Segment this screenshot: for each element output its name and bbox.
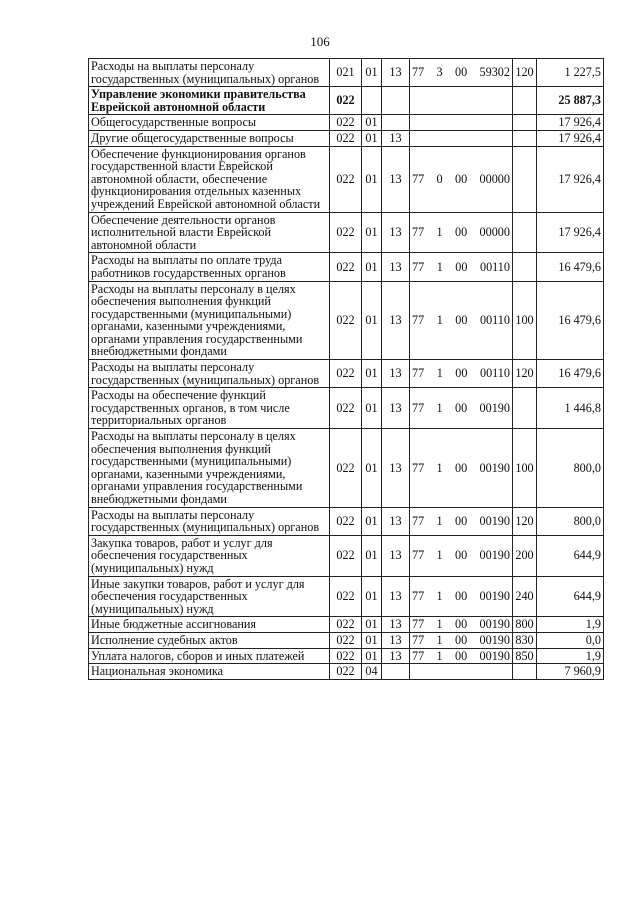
amount-cell: 17 926,4 <box>537 146 604 212</box>
target-code-parts <box>412 66 510 79</box>
target-code-part: 00110 <box>479 366 510 381</box>
section-code-cell: 01 <box>362 632 382 648</box>
target-code-parts <box>412 634 510 647</box>
section-code-cell: 01 <box>362 130 382 146</box>
ministry-code-cell: 022 <box>330 281 362 360</box>
target-code-parts <box>412 173 510 186</box>
row-name-cell: Расходы на выплаты по оплате труда работников государственных органов <box>89 253 330 281</box>
table-row <box>89 281 604 360</box>
table-row <box>89 87 604 115</box>
ministry-code-cell: 022 <box>330 617 362 633</box>
ministry-code-cell: 022 <box>330 87 362 115</box>
row-name-cell: Исполнение судебных актов <box>89 632 330 648</box>
subsection-code-cell <box>382 664 410 680</box>
subsection-code-cell: 13 <box>382 212 410 253</box>
amount-cell: 1 446,8 <box>537 388 604 429</box>
expense-type-cell: 120 <box>513 360 537 388</box>
ministry-code-cell: 022 <box>330 576 362 617</box>
target-code-part: 1 <box>436 548 443 563</box>
amount-cell: 17 926,4 <box>537 212 604 253</box>
row-name-cell: Расходы на выплаты персоналу государственных (муниципальных) органов <box>89 59 330 87</box>
target-code-part: 00000 <box>479 171 510 186</box>
target-code-cell <box>410 429 513 508</box>
target-code-parts <box>412 549 510 562</box>
table-row <box>89 632 604 648</box>
target-code-parts <box>412 590 510 603</box>
ministry-code-cell: 022 <box>330 115 362 131</box>
amount-cell: 644,9 <box>537 576 604 617</box>
expense-type-cell <box>513 664 537 680</box>
target-code-part: 00 <box>454 648 468 663</box>
target-code-cell <box>410 130 513 146</box>
subsection-code-cell: 13 <box>382 617 410 633</box>
target-code-cell <box>410 115 513 131</box>
subsection-code-cell: 13 <box>382 507 410 535</box>
subsection-code-cell: 13 <box>382 281 410 360</box>
target-code-part: 00190 <box>479 648 510 663</box>
row-name-cell: Управление экономики правительства Еврейской автономной области <box>89 87 330 115</box>
expense-type-cell: 800 <box>513 617 537 633</box>
target-code-part: 00 <box>454 65 468 80</box>
table-row <box>89 648 604 664</box>
section-code-cell: 04 <box>362 664 382 680</box>
amount-cell: 1,9 <box>537 648 604 664</box>
row-name-cell: Общегосударственные вопросы <box>89 115 330 131</box>
amount-cell: 800,0 <box>537 429 604 508</box>
budget-table <box>88 58 604 680</box>
target-code-part: 77 <box>412 171 425 186</box>
amount-cell: 0,0 <box>537 632 604 648</box>
section-code-cell: 01 <box>362 253 382 281</box>
target-code-part: 1 <box>436 312 443 327</box>
expense-type-cell <box>513 212 537 253</box>
target-code-part: 1 <box>436 632 443 647</box>
ministry-code-cell: 022 <box>330 130 362 146</box>
target-code-part: 00110 <box>479 312 510 327</box>
target-code-part: 1 <box>436 589 443 604</box>
ministry-code-cell: 021 <box>330 59 362 87</box>
table-row <box>89 130 604 146</box>
target-code-part: 1 <box>436 648 443 663</box>
subsection-code-cell: 13 <box>382 576 410 617</box>
target-code-cell <box>410 253 513 281</box>
section-code-cell: 01 <box>362 59 382 87</box>
subsection-code-cell: 13 <box>382 360 410 388</box>
target-code-parts <box>412 367 510 380</box>
target-code-cell <box>410 212 513 253</box>
target-code-cell <box>410 146 513 212</box>
target-code-part: 77 <box>412 460 425 475</box>
section-code-cell: 01 <box>362 535 382 576</box>
row-name-cell: Закупка товаров, работ и услуг для обеспечения государственных (муниципальных) нужд <box>89 535 330 576</box>
target-code-part: 00190 <box>479 513 510 528</box>
table-row <box>89 576 604 617</box>
target-code-part: 77 <box>412 617 425 632</box>
row-name-cell: Уплата налогов, сборов и иных платежей <box>89 648 330 664</box>
target-code-part: 00110 <box>479 259 510 274</box>
amount-cell: 16 479,6 <box>537 253 604 281</box>
target-code-part: 00 <box>455 366 468 381</box>
target-code-cell <box>410 281 513 360</box>
target-code-part: 00 <box>454 513 468 528</box>
row-name-cell: Расходы на выплаты персоналу государственных (муниципальных) органов <box>89 507 330 535</box>
target-code-part: 77 <box>412 632 425 647</box>
target-code-part: 77 <box>412 589 425 604</box>
target-code-part: 1 <box>436 513 443 528</box>
target-code-cell <box>410 59 513 87</box>
target-code-part: 1 <box>436 617 443 632</box>
target-code-part: 0 <box>436 171 443 186</box>
row-name-cell: Обеспечение функционирования органов государственной власти Еврейской автономной области, обеспечение функционирования отдельных казенных учреждений Еврейской автономной области <box>89 146 330 212</box>
subsection-code-cell: 13 <box>382 146 410 212</box>
target-code-part: 77 <box>412 65 425 80</box>
target-code-parts <box>412 515 510 528</box>
target-code-part: 00190 <box>479 589 510 604</box>
target-code-cell <box>410 648 513 664</box>
target-code-part: 1 <box>436 225 443 240</box>
subsection-code-cell: 13 <box>382 59 410 87</box>
subsection-code-cell <box>382 87 410 115</box>
table-row <box>89 664 604 680</box>
expense-type-cell: 100 <box>513 281 537 360</box>
target-code-cell <box>410 507 513 535</box>
expense-type-cell: 830 <box>513 632 537 648</box>
target-code-part: 00 <box>454 548 468 563</box>
table-row <box>89 212 604 253</box>
table-row <box>89 429 604 508</box>
subsection-code-cell: 13 <box>382 632 410 648</box>
amount-cell: 1,9 <box>537 617 604 633</box>
target-code-part: 77 <box>412 513 425 528</box>
ministry-code-cell: 022 <box>330 648 362 664</box>
target-code-cell <box>410 617 513 633</box>
subsection-code-cell: 13 <box>382 130 410 146</box>
ministry-code-cell: 022 <box>330 253 362 281</box>
ministry-code-cell: 022 <box>330 360 362 388</box>
amount-cell: 16 479,6 <box>537 360 604 388</box>
target-code-part: 1 <box>436 259 443 274</box>
row-name-cell: Национальная экономика <box>89 664 330 680</box>
target-code-part: 00190 <box>479 548 510 563</box>
target-code-parts <box>412 462 510 475</box>
target-code-part: 00000 <box>479 225 510 240</box>
ministry-code-cell: 022 <box>330 388 362 429</box>
amount-cell: 25 887,3 <box>537 87 604 115</box>
expense-type-cell: 240 <box>513 576 537 617</box>
page-number: 106 <box>310 34 330 49</box>
target-code-cell <box>410 535 513 576</box>
row-name-cell: Другие общегосударственные вопросы <box>89 130 330 146</box>
subsection-code-cell <box>382 115 410 131</box>
target-code-part: 00190 <box>479 617 510 632</box>
target-code-part: 00 <box>454 589 468 604</box>
row-name-cell: Расходы на выплаты персоналу в целях обеспечения выполнения функций государственными (муниципальными) органами, казенными учреждениями, органами управления государственными внебюджетными фондами <box>89 281 330 360</box>
amount-cell: 17 926,4 <box>537 115 604 131</box>
target-code-part: 00 <box>454 400 468 415</box>
section-code-cell: 01 <box>362 648 382 664</box>
target-code-part: 1 <box>436 400 443 415</box>
amount-cell: 16 479,6 <box>537 281 604 360</box>
row-name-cell: Расходы на обеспечение функций государственных органов, в том числе территориальных органов <box>89 388 330 429</box>
target-code-part: 77 <box>412 400 425 415</box>
amount-cell: 800,0 <box>537 507 604 535</box>
target-code-part: 77 <box>412 259 425 274</box>
section-code-cell: 01 <box>362 146 382 212</box>
section-code-cell: 01 <box>362 617 382 633</box>
table-row <box>89 360 604 388</box>
section-code-cell <box>362 87 382 115</box>
subsection-code-cell: 13 <box>382 253 410 281</box>
target-code-part: 00 <box>454 632 468 647</box>
target-code-part: 77 <box>412 225 425 240</box>
table-row <box>89 388 604 429</box>
ministry-code-cell: 022 <box>330 535 362 576</box>
target-code-part: 00 <box>454 225 468 240</box>
row-name-cell: Расходы на выплаты персоналу государственных (муниципальных) органов <box>89 360 330 388</box>
section-code-cell: 01 <box>362 507 382 535</box>
target-code-part: 00190 <box>479 460 510 475</box>
target-code-part: 3 <box>436 65 443 80</box>
target-code-part: 77 <box>412 648 425 663</box>
ministry-code-cell: 022 <box>330 212 362 253</box>
section-code-cell: 01 <box>362 388 382 429</box>
expense-type-cell <box>513 87 537 115</box>
ministry-code-cell: 022 <box>330 429 362 508</box>
row-name-cell: Иные закупки товаров, работ и услуг для обеспечения государственных (муниципальных) нужд <box>89 576 330 617</box>
section-code-cell: 01 <box>362 360 382 388</box>
table-row <box>89 146 604 212</box>
expense-type-cell: 200 <box>513 535 537 576</box>
target-code-part: 00190 <box>479 400 510 415</box>
table-row <box>89 59 604 87</box>
ministry-code-cell: 022 <box>330 146 362 212</box>
target-code-cell <box>410 632 513 648</box>
ministry-code-cell: 022 <box>330 507 362 535</box>
target-code-part: 77 <box>412 312 425 327</box>
row-name-cell: Расходы на выплаты персоналу в целях обеспечения выполнения функций государственными (муниципальными) органами, казенными учреждениями, органами управления государственными внебюджетными фондами <box>89 429 330 508</box>
table-row <box>89 535 604 576</box>
target-code-part: 00190 <box>479 632 510 647</box>
section-code-cell: 01 <box>362 576 382 617</box>
subsection-code-cell: 13 <box>382 429 410 508</box>
expense-type-cell <box>513 253 537 281</box>
expense-type-cell: 120 <box>513 59 537 87</box>
subsection-code-cell: 13 <box>382 535 410 576</box>
ministry-code-cell: 022 <box>330 632 362 648</box>
section-code-cell: 01 <box>362 281 382 360</box>
target-code-part: 00 <box>455 312 468 327</box>
expense-type-cell: 100 <box>513 429 537 508</box>
target-code-part: 1 <box>436 460 443 475</box>
target-code-cell <box>410 360 513 388</box>
target-code-cell <box>410 388 513 429</box>
table-row <box>89 507 604 535</box>
target-code-parts <box>412 226 510 239</box>
expense-type-cell <box>513 146 537 212</box>
target-code-parts <box>412 402 510 415</box>
expense-type-cell: 120 <box>513 507 537 535</box>
expense-type-cell <box>513 388 537 429</box>
target-code-parts <box>412 314 510 327</box>
ministry-code-cell: 022 <box>330 664 362 680</box>
target-code-cell <box>410 664 513 680</box>
target-code-parts <box>412 618 510 631</box>
subsection-code-cell: 13 <box>382 388 410 429</box>
target-code-part: 59302 <box>479 65 510 80</box>
amount-cell: 17 926,4 <box>537 130 604 146</box>
target-code-part: 00 <box>455 259 468 274</box>
section-code-cell: 01 <box>362 429 382 508</box>
table-row <box>89 617 604 633</box>
amount-cell: 7 960,9 <box>537 664 604 680</box>
row-name-cell: Обеспечение деятельности органов исполнительной власти Еврейской автономной области <box>89 212 330 253</box>
target-code-part: 77 <box>412 366 425 381</box>
row-name-cell: Иные бюджетные ассигнования <box>89 617 330 633</box>
target-code-part: 00 <box>454 460 468 475</box>
target-code-cell <box>410 576 513 617</box>
table-row <box>89 115 604 131</box>
amount-cell: 1 227,5 <box>537 59 604 87</box>
subsection-code-cell: 13 <box>382 648 410 664</box>
target-code-parts <box>412 261 510 274</box>
target-code-part: 77 <box>412 548 425 563</box>
target-code-parts <box>412 650 510 663</box>
section-code-cell: 01 <box>362 212 382 253</box>
budget-table-body <box>89 59 604 680</box>
amount-cell: 644,9 <box>537 535 604 576</box>
section-code-cell: 01 <box>362 115 382 131</box>
expense-type-cell <box>513 130 537 146</box>
target-code-part: 00 <box>454 171 468 186</box>
target-code-part: 00 <box>454 617 468 632</box>
expense-type-cell: 850 <box>513 648 537 664</box>
table-row <box>89 253 604 281</box>
target-code-cell <box>410 87 513 115</box>
target-code-part: 1 <box>436 366 443 381</box>
expense-type-cell <box>513 115 537 131</box>
